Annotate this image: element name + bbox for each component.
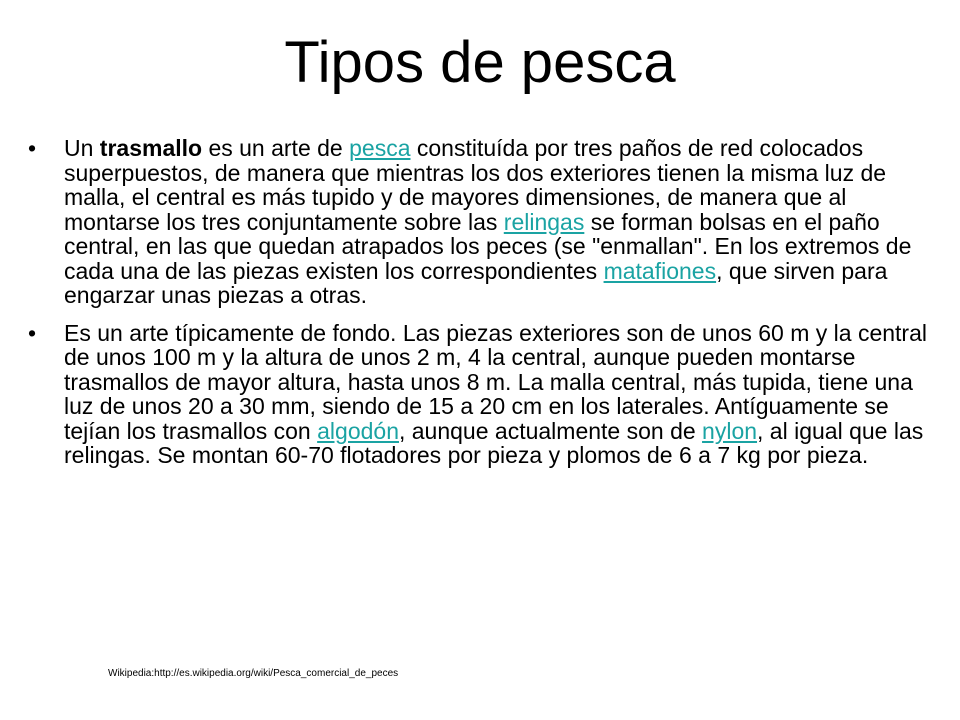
bullet-text: Un <box>64 135 100 161</box>
bullet-text: es un arte de <box>202 135 350 161</box>
term-trasmallo: trasmallo <box>99 135 203 161</box>
bullet-arte-fondo <box>28 321 938 468</box>
link-nylon[interactable]: nylon <box>702 417 758 444</box>
slide-title: Tipos de pesca <box>284 30 676 95</box>
bullet-text: se forman bolsas en el paño central, en las que quedan atrapados los peces (se "enmallan". En los extremos de cada una de las piezas existen los correspondientes <box>64 208 912 284</box>
bullet-text: Es un arte típicamente de fondo. Las piezas exteriores son de unos 60 m y la central de unos 100 m y la altura de unos 2 m, 4 la central, aunque pueden montarse trasmallos de mayor altura, hasta unos 8 m. La malla central, más tupida, tiene una luz de unos 20 a 30 mm, siendo de 15 a 20 cm en los laterales. Antíguamente se tejían los trasmallos con <box>64 319 927 444</box>
bullet-text: , al igual que las relingas. Se montan 60-70 flotadores por pieza y plomos de 6 a 7 kg por pieza. <box>64 417 924 468</box>
bullet-trasmallo <box>28 136 938 308</box>
bullet-icon: • <box>28 135 37 161</box>
source-footer: Wikipedia:http://es.wikipedia.org/wiki/Pesca_comercial_de_peces <box>108 668 399 679</box>
slide-content <box>28 136 938 481</box>
link-pesca[interactable]: pesca <box>349 135 411 161</box>
link-matafiones[interactable]: matafiones <box>603 257 717 284</box>
link-relingas[interactable]: relingas <box>503 208 585 235</box>
bullet-text: , aunque actualmente son de <box>398 417 703 444</box>
bullet-text: , que sirven para engarzar unas piezas a otras. <box>64 257 888 308</box>
link-algodon[interactable]: algodón <box>317 417 399 444</box>
bullet-icon: • <box>28 319 37 346</box>
bullet-text: constituída por tres paños de red colocados superpuestos, de manera que mientras los dos exteriores tienen la misma luz de malla, el central es más tupido y de mayores dimensiones, de manera que al montarse los tres conjuntamente sobre las <box>64 135 887 235</box>
